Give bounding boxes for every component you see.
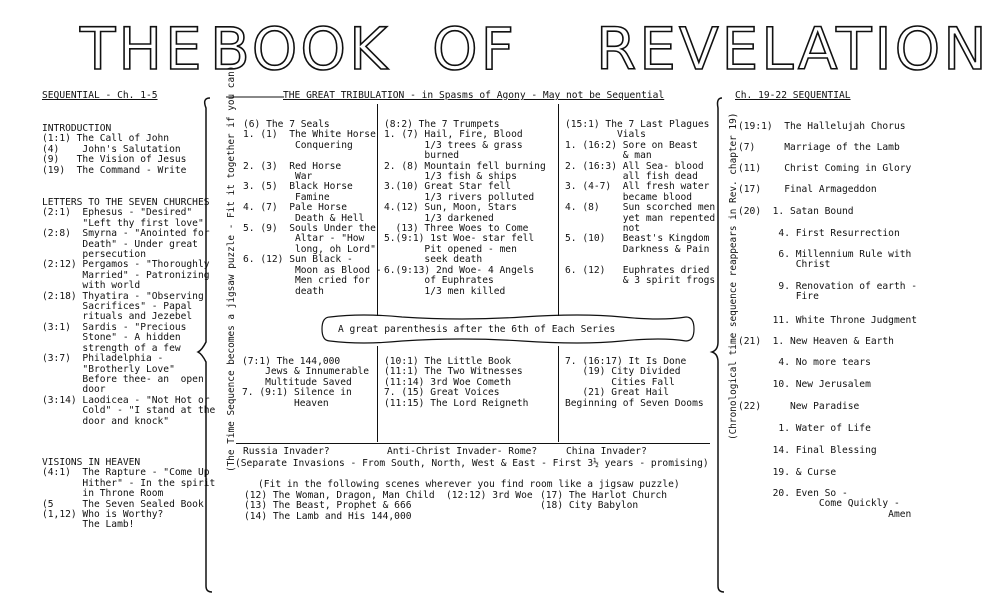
fit-note: (Fit in the following scenes wherever you find room like a jigsaw puzzle) [258, 479, 680, 490]
right-item-1: (19:1) The Hallelujah Chorus [738, 121, 906, 132]
right-item-8: 9. Renovation of earth - Fire [778, 281, 918, 303]
title-word-revelation: REVELATION [596, 15, 990, 83]
right-item-16: 19. & Curse [738, 467, 837, 478]
divider-trumpets-plagues-bottom [558, 346, 559, 442]
right-item-4: (17) Final Armageddon [738, 184, 877, 195]
scenes-left: (12) The Woman, Dragon, Man Child (13) The Beast, Prophet & 666 (14) The Lamb and His 144,000 [244, 490, 435, 522]
invader-antichrist: Anti-Christ Invader- Rome? [387, 446, 538, 457]
document-title [0, 14, 990, 90]
header-right: Ch. 19-22 SEQUENTIAL [735, 90, 851, 101]
introduction-section: INTRODUCTION (1:1) The Call of John (4) John's Salutation (9) The Vision of Jesus (19) The Command - Write [42, 123, 187, 176]
right-item-9: 11. White Throne Judgment [738, 315, 918, 326]
title-word-of: OF [432, 15, 518, 83]
title-word-the: THE [80, 15, 205, 83]
seventh-seal-section: (7:1) The 144,000 Jews & Innumerable Multitude Saved 7. (9:1) Silence in Heaven [242, 356, 370, 409]
visions-section: VISIONS IN HEAVEN (4:1) The Rapture - "Come Up Hither" - In the spirit in Throne Room (5 The Seven Sealed Book (1,12) Who is Worthy? The Lamb! [42, 457, 216, 531]
right-item-13: (22) New Paradise [738, 401, 860, 412]
right-item-7: 6. Millennium Rule with Christ [778, 249, 912, 271]
right-item-17: 20. Even So - Come Quickly - Amen [772, 488, 912, 520]
right-item-14: 1. Water of Life [738, 423, 871, 434]
scenes-middle: (12:12) 3rd Woe [446, 490, 533, 501]
scenes-right: (17) The Harlot Church (18) City Babylon [540, 490, 668, 512]
right-item-6: 4. First Resurrection [738, 228, 900, 239]
right-item-11: 4. No more tears [738, 357, 871, 368]
trumpets-section: (8:2) The 7 Trumpets 1. (7) Hail, Fire, Blood 1/3 trees & grass burned 2. (8) Mountain fell burning 1/3 fish & ships 3.(10) Great Star fell 1/3 rivers polluted 4.(12) Sun, Moon, Stars 1/3 darkened (13) Three Woes to Come 5.(9:1) 1st Woe- star fell Pit opened - men seek death 6.(9:13) 2nd Woe- 4 Angels of Euphrates 1/3 men killed [384, 119, 546, 297]
right-item-3: (11) Christ Coming in Glory [738, 163, 912, 174]
letters-section: LETTERS TO THE SEVEN CHURCHES (2:1) Ephesus - "Desired" "Left thy first love" (2:8) Smyrna - "Anointed for Death" - Under great persecution (2:12) Pergamos - "Thoroughly Married" - Patronizing with world (2:18) Thyatira - "Observing Sacrifices" - Papal rituals and Jezebel (3:1) Sardis - "Precious Stone" - A hidden strength of a few (3:7) Philadelphia - "Brotherly Love" Before thee- an open door (3:14) Laodicea - "Not Hot or Cold" - "I stand at the door and knock" [42, 197, 216, 427]
parenthesis-note: A great parenthesis after the 6th of Each Series [338, 324, 616, 335]
invasions-note: (Separate Invasions - From South, North, West & East - First 3½ years - promising) [235, 458, 709, 469]
divider-trumpets-plagues-top [558, 104, 559, 316]
seventh-plague-section: 7. (16:17) It Is Done (19) City Divided Cities Fall (21) Great Hail Beginning of Seven Dooms [565, 356, 704, 409]
header-left: SEQUENTIAL - Ch. 1-5 [42, 90, 158, 101]
right-item-10: (21) 1. New Heaven & Earth [738, 336, 894, 347]
seventh-trumpet-section: (10:1) The Little Book (11:1) The Two Witnesses (11:14) 3rd Woe Cometh 7. (15) Great Voices (11:15) The Lord Reigneth [384, 356, 529, 409]
right-item-15: 14. Final Blessing [738, 445, 877, 456]
invader-china: China Invader? [566, 446, 647, 457]
vertical-note-right: (Chronological time sequence reappears in Rev. chapter 19) [728, 112, 739, 440]
invader-russia: Russia Invader? [243, 446, 330, 457]
seals-section: (6) The 7 Seals 1. (1) The White Horse Conquering 2. (3) Red Horse War 3. (5) Black Horse Famine 4. (7) Pale Horse Death & Hell 5. (9) Souls Under the Altar - "How long, oh Lord" 6. (12) Sun Black - Moon as Blood - Men cried for death [243, 119, 382, 297]
invaders-line [236, 443, 710, 444]
right-item-5: (20) 1. Satan Bound [738, 206, 854, 217]
vertical-note-left: (The Time Sequence becomes a jigsaw puzzle - Fit it together if you can) [226, 65, 237, 472]
divider-seals-trumpets-bottom [377, 346, 378, 442]
title-word-book: BOOK [210, 15, 391, 83]
right-item-2: (7) Marriage of the Lamb [738, 142, 900, 153]
plagues-section: (15:1) The 7 Last Plagues Vials 1. (16:2) Sore on Beast & man 2. (16:3) All Sea- blood all fish dead 3. (4-7) All fresh water became blood 4. (8) Sun scorched men yet man repented not 5. (10) Beast's Kingdom Darkness & Pain 6. (12) Euphrates dried & 3 spirit frogs [565, 119, 716, 287]
right-item-12: 10. New Jerusalem [738, 379, 871, 390]
header-center: THE GREAT TRIBULATION - in Spasms of Agony - May not be Sequential [283, 90, 665, 101]
